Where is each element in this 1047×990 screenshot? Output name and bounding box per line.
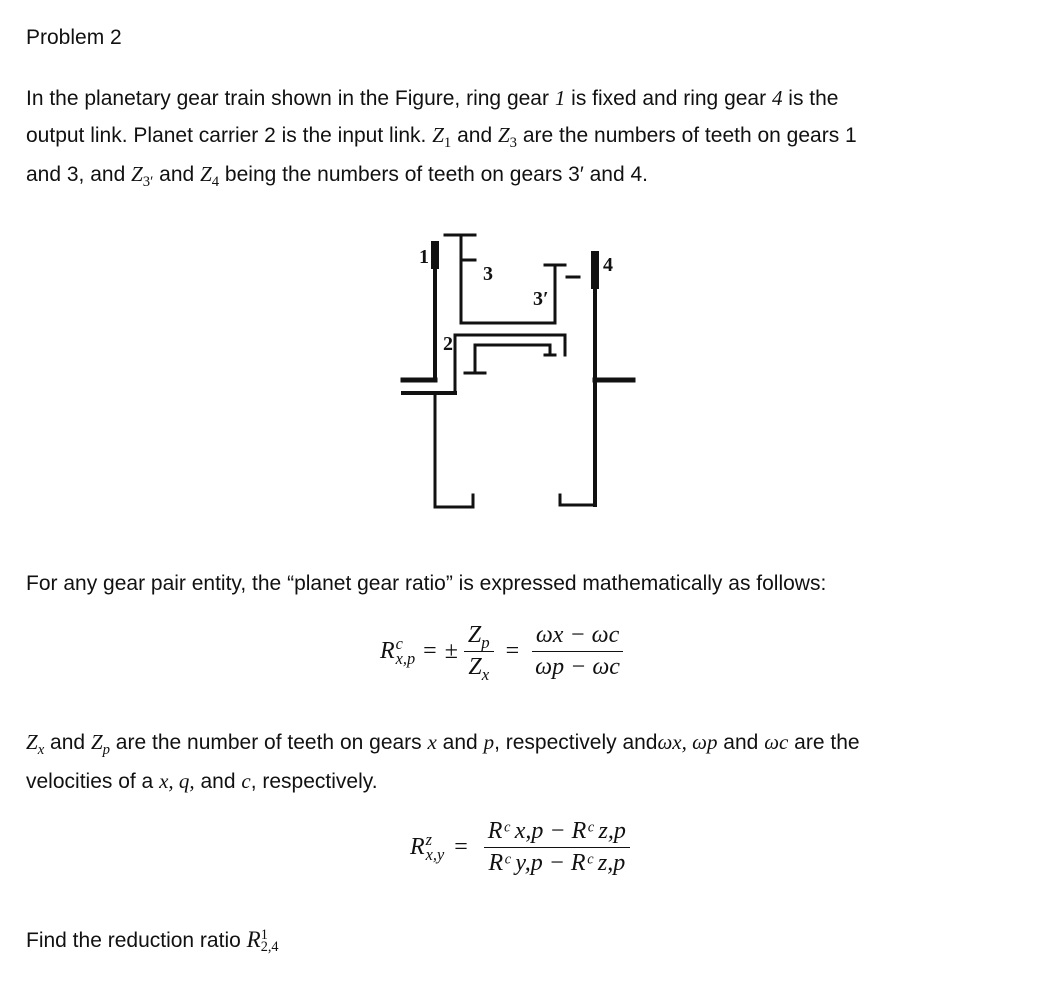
label-3: 3: [483, 263, 493, 285]
reduction-ratio-equation: R z x,y = $\frac{\text{Rᶜ x,p − Rᶜ z,p}}{\text{Rᶜ y,p − Rᶜ z,p}}$: [410, 818, 636, 877]
teeth-ratio-fraction: $\frac{Z_p}{Z_x}$: [464, 622, 494, 681]
intro-paragraph: [26, 80, 857, 195]
label-1: 1: [419, 246, 429, 268]
planet-gear-ratio-equation: R c x,p = ± $\frac{Z_p}{Z_x}$ = $\frac{\omega x - \omega c}{\omega p - \omega c}$: [380, 622, 630, 681]
intro-line-1: In the planetary gear train shown in the Figure, ring gear 1 is fixed and ring gear 4 is the: [26, 86, 839, 110]
explanation-paragraph: [26, 724, 860, 800]
ratio-difference-fraction: $\frac{\text{Rᶜ x,p − Rᶜ z,p}}{\text{Rᶜ y,p − Rᶜ z,p}}$: [484, 818, 630, 877]
intro-line-2: output link. Planet carrier 2 is the input link. $Z_1$ and $Z_3$ are the numbers of teeth on gears 1: [26, 123, 857, 152]
ratio-intro-text: For any gear pair entity, the “planet gear ratio” is expressed mathematically as follows:: [26, 572, 827, 595]
label-2: 2: [443, 333, 453, 355]
find-prompt: Find the reduction ratio R 1 2,4: [26, 926, 279, 956]
problem-heading: Problem 2: [26, 26, 122, 49]
velocity-ratio-fraction: $\frac{\omega x - \omega c}{\omega p - \omega c}$: [531, 622, 624, 681]
explain-line-1: $Z_x$ and $Z_p$ are the number of teeth on gears x and p, respectively andωx, ωp and ωc are the: [26, 730, 860, 759]
explain-line-2: velocities of a x, q, and c, respectively.: [26, 769, 378, 793]
intro-line-3: and 3, and $Z_{3'}$ and $Z_4$ being the numbers of teeth on gears 3′ and 4.: [26, 162, 648, 191]
label-4: 4: [603, 254, 613, 276]
label-3prime: 3′: [533, 288, 549, 310]
gear-train-diagram: [395, 225, 645, 525]
